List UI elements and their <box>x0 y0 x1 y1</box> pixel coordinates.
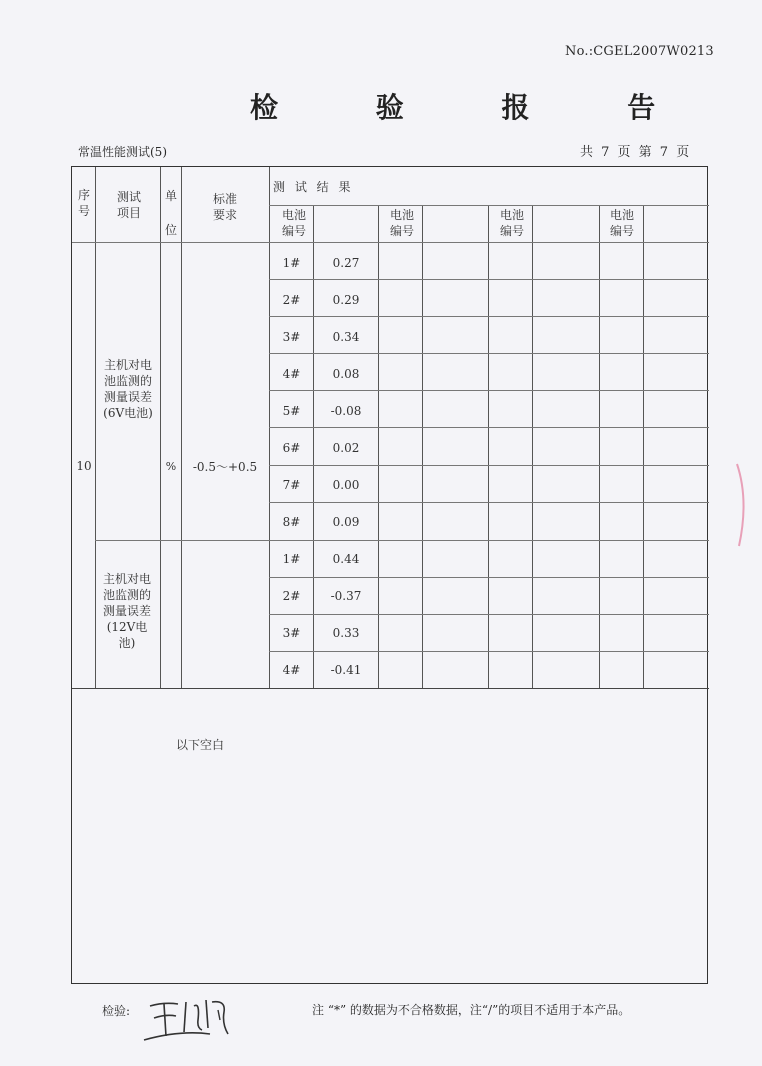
measurement-value: 0.33 <box>332 626 360 640</box>
measurement-value: 0.02 <box>332 441 360 455</box>
group-6v-item: 主机对电池监测的测量误差(6V电池) <box>103 358 153 420</box>
battery-no: 2# <box>282 589 301 603</box>
inspector-label: 检验: <box>102 1004 131 1018</box>
measurement-value: -0.41 <box>330 663 362 677</box>
report-number: No.:CGEL2007W0213 <box>565 44 714 59</box>
battery-no: 4# <box>282 367 301 381</box>
measurement-value: 0.34 <box>332 330 360 344</box>
report-title: 检 验 报 告 <box>250 91 700 124</box>
header-battery-no-2: 电池编号 <box>389 208 414 238</box>
group-12v-item: 主机对电池监测的测量误差(12V电池) <box>102 572 151 650</box>
header-standard: 标准要求 <box>212 192 237 222</box>
battery-no: 4# <box>282 663 301 677</box>
battery-no: 2# <box>282 293 301 307</box>
battery-no: 8# <box>282 515 301 529</box>
header-seq: 序号 <box>77 188 90 218</box>
unit-value: % <box>165 460 177 473</box>
battery-no: 6# <box>282 441 301 455</box>
battery-no: 5# <box>282 404 301 418</box>
measurement-value: 0.29 <box>332 293 360 307</box>
battery-no: 3# <box>282 626 301 640</box>
battery-no: 1# <box>282 552 301 566</box>
measurement-value: 0.27 <box>332 256 360 270</box>
battery-no: 3# <box>282 330 301 344</box>
inspector-signature <box>140 988 250 1048</box>
blank-note: 以下空白 <box>176 738 225 752</box>
header-item: 测试项目 <box>116 190 141 220</box>
battery-no: 1# <box>282 256 301 270</box>
measurement-value: 0.09 <box>332 515 360 529</box>
header-battery-no-1: 电池编号 <box>281 208 306 238</box>
header-unit: 单位 <box>164 189 177 237</box>
measurement-value: 0.44 <box>332 552 360 566</box>
standard-value: -0.5～+0.5 <box>192 460 258 474</box>
report-table <box>71 166 708 984</box>
measurement-value: 0.08 <box>332 367 360 381</box>
footer-note: 注 “*” 的数据为不合格数据，注“/”的项目不适用于本产品。 <box>312 1003 631 1017</box>
section-title: 常温性能测试(5) <box>78 145 167 159</box>
header-battery-no-3: 电池编号 <box>499 208 524 238</box>
battery-no: 7# <box>282 478 301 492</box>
page-indicator: 共 7 页 第 7 页 <box>580 145 690 160</box>
page-edge-mark <box>735 460 749 550</box>
measurement-value: 0.00 <box>332 478 360 492</box>
measurement-value: -0.08 <box>330 404 362 418</box>
header-battery-no-4: 电池编号 <box>609 208 634 238</box>
header-results: 测 试 结 果 <box>273 180 354 194</box>
measurement-value: -0.37 <box>330 589 362 603</box>
row-seq: 10 <box>76 459 92 473</box>
